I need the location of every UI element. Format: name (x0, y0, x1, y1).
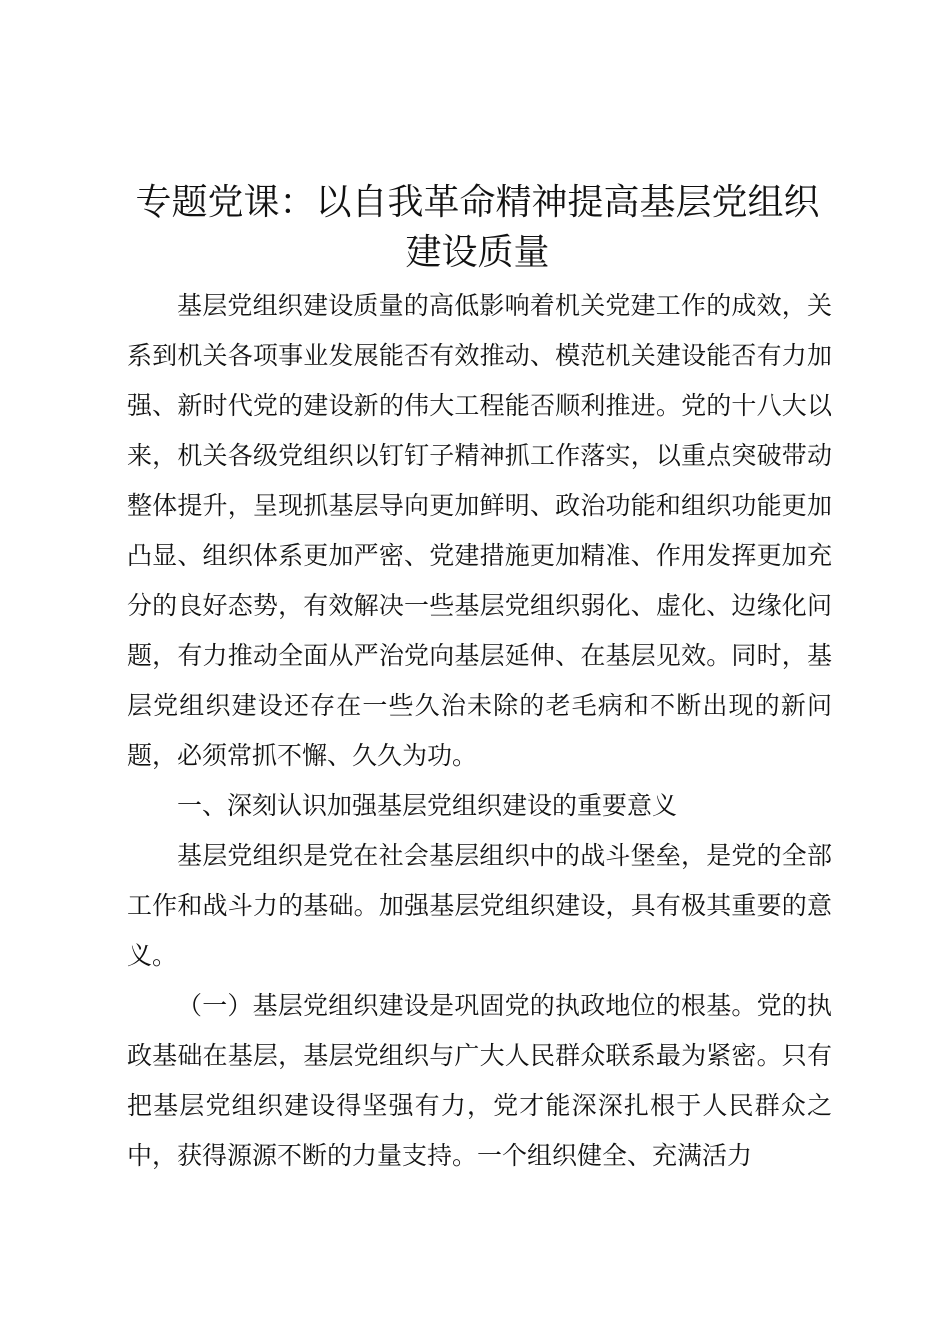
document-title: 专题党课：以自我革命精神提高基层党组织建设质量 (135, 182, 820, 273)
paragraph-subsection-1: （一）基层党组织建设是巩固党的执政地位的根基。党的执政基础在基层，基层党组织与广大人民群众联系最为紧密。只有把基层党组织建设得坚强有力，党才能深深扎根于人民群众之中，获得源源不断的力量支持。一个组织健全、充满活力 (127, 991, 832, 1170)
paragraph-intro: 基层党组织建设质量的高低影响着机关党建工作的成效，关系到机关各项事业发展能否有效推动、模范机关建设能否有力加强、新时代党的建设新的伟大工程能否顺利推进。党的十八大以来，机关各级党组织以钉钉子精神抓工作落实，以重点突破带动整体提升，呈现抓基层导向更加鲜明、政治功能和组织功能更加凸显、组织体系更加严密、党建措施更加精准、作用发挥更加充分的良好态势，有效解决一些基层党组织弱化、虚化、边缘化问题，有力推动全面从严治党向基层延伸、在基层见效。同时，基层党组织建设还存在一些久治未除的老毛病和不断出现的新问题，必须常抓不懈、久久为功。 (127, 291, 832, 770)
paragraph-section-1: 基层党组织是党在社会基层组织中的战斗堡垒，是党的全部工作和战斗力的基础。加强基层党组织建设，具有极其重要的意义。 (127, 841, 832, 970)
section-heading-1: 一、深刻认识加强基层党组织建设的重要意义 (177, 791, 678, 820)
document-body (127, 281, 832, 1181)
